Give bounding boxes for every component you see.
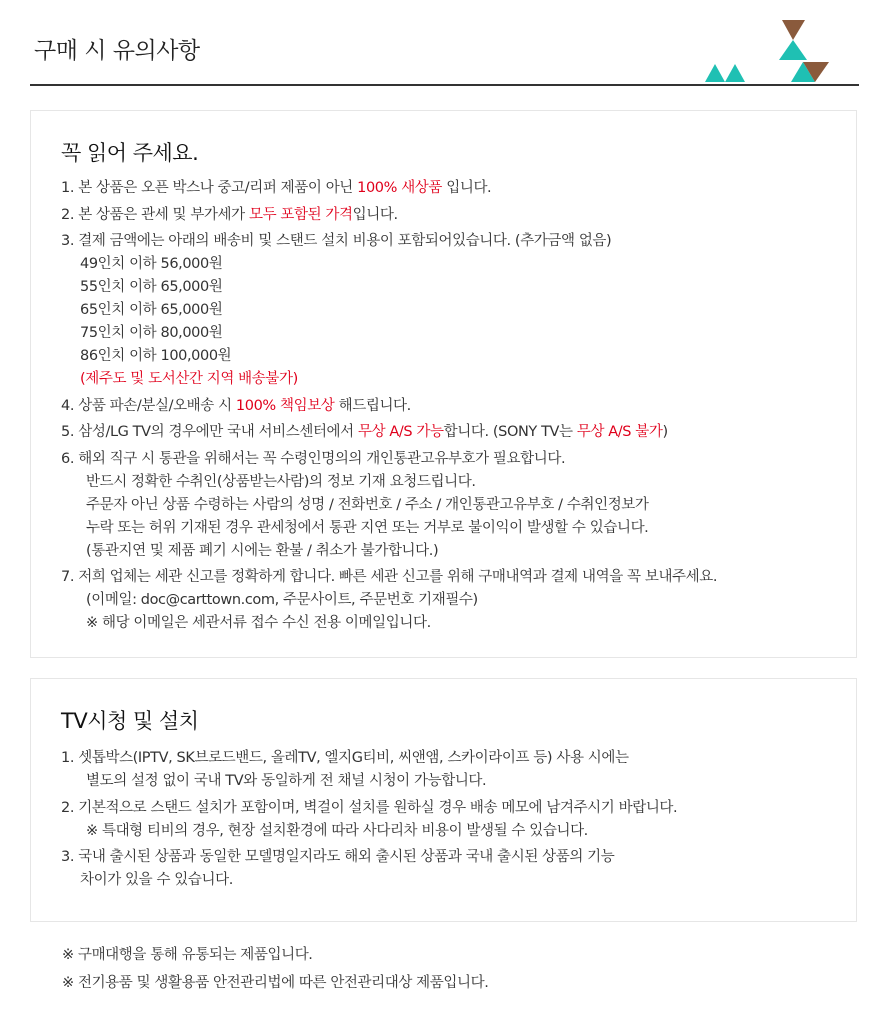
notice-item-6: 6. 해외 직구 시 통관을 위해서는 꼭 수령인명의의 개인통관고유부호가 필요합니다. 반드시 정확한 수취인(상품받는사람)의 정보 기재 요청드립니다. 주문자 아닌 상품 수령하는 사람의 성명 / 전화번호 / 주소 / 개인통관고유부호 / 수취인정보가 누락 또는 허위 기재된 경우 관세청에서 통관 지연 또는 거부로 불이익이 발생할 수 있습니다. (통관지연 및 제품 폐기 시에는 환불 / 취소가 불가합니다.) <box>61 450 649 559</box>
tv-item-1: 1. 셋톱박스(IPTV, SK브로드밴드, 올레TV, 엘지G티비, 씨앤앰, 스카이라이프 등) 사용 시에는 별도의 설정 없이 국내 TV와 동일하게 전 채널 시청이 가능합니다. <box>61 750 629 789</box>
shipping-fee-86: 86인치 이하 100,000원 <box>80 348 232 364</box>
notice-item-5: 5. 삼성/LG TV의 경우에만 국내 서비스센터에서 무상 A/S 가능합니다. (SONY TV는 무상 A/S 불가) <box>61 424 668 440</box>
tv-install-box <box>30 678 857 922</box>
notice-item-2: 2. 본 상품은 관세 및 부가세가 모두 포함된 가격입니다. <box>61 206 398 223</box>
footer-note-2: ※ 전기용품 및 생활용품 안전관리법에 따른 안전관리대상 제품입니다. <box>62 975 489 991</box>
tv-install-title: TV시청 및 설치 <box>61 709 199 733</box>
page-title: 구매 시 유의사항 <box>34 38 200 64</box>
notice-list <box>61 177 846 639</box>
notice-title: 꼭 읽어 주세요. <box>61 141 199 165</box>
notice-box <box>30 110 857 658</box>
tv-item-3: 3. 국내 출시된 상품과 동일한 모델명일지라도 해외 출시된 상품과 국내 출시된 상품의 기능 차이가 있을 수 있습니다. <box>61 849 615 888</box>
highlight-text: 무상 A/S 불가 <box>576 424 663 440</box>
contact-email-text: (이메일: doc@carttown.com, 주문사이트, 주문번호 기재필수) <box>86 592 478 608</box>
highlight-text: 100% 책임보상 <box>235 397 335 414</box>
notice-item-1: 1. 본 상품은 오픈 박스나 중고/리퍼 제품이 아닌 100% 새상품 입니다. <box>61 180 492 196</box>
shipping-restriction-note: (제주도 및 도서산간 지역 배송불가) <box>80 371 298 387</box>
highlight-text: 100% 새상품 <box>357 180 443 196</box>
tv-install-list <box>61 747 846 896</box>
shipping-fee-65: 65인치 이하 65,000원 <box>80 302 223 318</box>
tv-item-2: 2. 기본적으로 스탠드 설치가 포함이며, 벽걸이 설치를 원하실 경우 배송 메모에 남겨주시기 바랍니다. ※ 특대형 티비의 경우, 현장 설치환경에 따라 사다리차 비용이 발생될 수 있습니다. <box>61 799 678 839</box>
notice-item-3: 3. 결제 금액에는 아래의 배송비 및 스탠드 설치 비용이 포함되어있습니다. (추가금액 없음) 49인치 이하 56,000원 55인치 이하 65,000원 65인치 이하 65,000원 75인치 이하 80,000원 86인치 이하 100,000원 (제주도 및 도서산간 지역 배송불가) <box>61 230 846 391</box>
notice-item-7: 7. 저희 업체는 세관 신고를 정확하게 합니다. 빠른 세관 신고를 위해 구매내역과 결제 내역을 꼭 보내주세요. (이메일: doc@carttown.com, 주문사이트, 주문번호 기재필수) ※ 해당 이메일은 세관서류 접수 수신 전용 이메일입니다. <box>61 566 846 635</box>
shipping-fee-55: 55인치 이하 65,000원 <box>80 279 223 295</box>
shipping-fee-49: 49인치 이하 56,000원 <box>80 256 223 272</box>
footer-notes <box>62 941 488 997</box>
page-header <box>30 0 859 86</box>
highlight-text: 모두 포함된 가격 <box>248 206 353 223</box>
triangle-decoration-icon <box>705 18 835 84</box>
shipping-fee-75: 75인치 이하 80,000원 <box>80 325 223 341</box>
highlight-text: 무상 A/S 가능 <box>357 424 444 440</box>
notice-item-4: 4. 상품 파손/분실/오배송 시 100% 책임보상 해드립니다. <box>61 397 411 414</box>
footer-note-1: ※ 구매대행을 통해 유통되는 제품입니다. <box>62 947 313 963</box>
